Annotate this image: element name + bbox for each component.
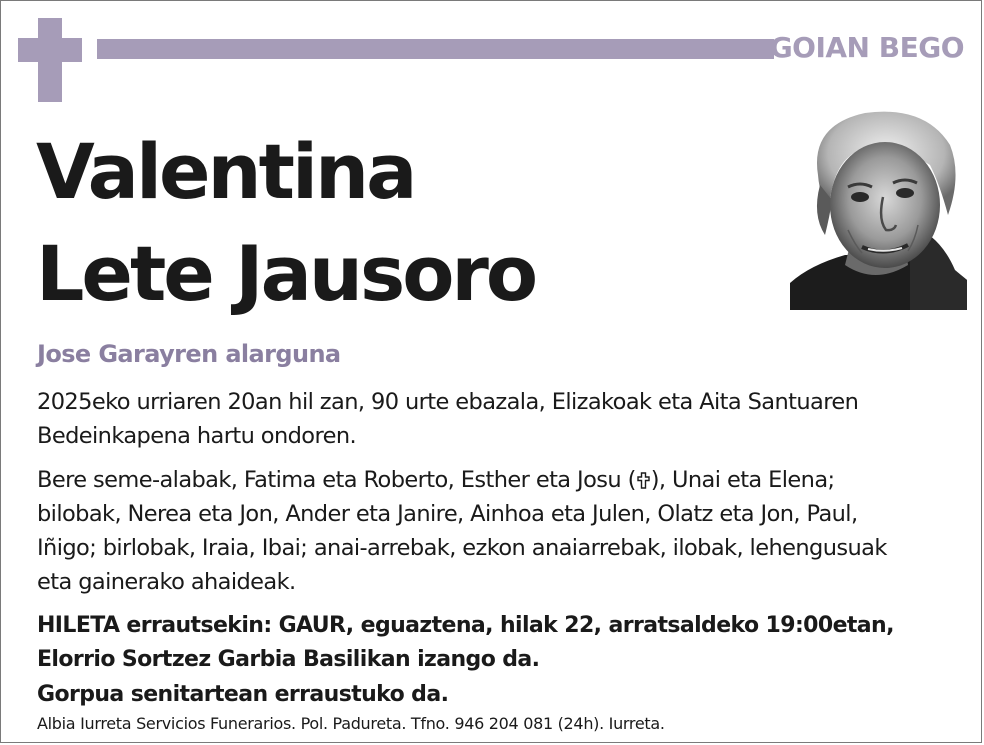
family-line: bilobak, Nerea eta Jon, Ander eta Janire, Ainhoa eta Julen, Olatz eta Jon, Paul, <box>37 501 858 527</box>
cremation-line: Gorpua senitartean erraustuko da. <box>37 682 449 707</box>
funeral-info-line: Elorrio Sortzez Garbia Basilikan izango da. <box>37 647 540 672</box>
family-line: eta gainerako ahaideak. <box>37 569 296 595</box>
family-line: Iñigo; birlobak, Iraia, Ibai; anai-arrebak, ezkon anaiarrebak, ilobak, lehengusuak <box>37 535 887 561</box>
header-label: GOIAN BEGO <box>769 31 964 64</box>
first-name: Valentina <box>36 127 415 216</box>
family-paragraph <box>37 463 967 599</box>
family-line: Bere seme-alabak, Fatima eta Roberto, Esther eta Josu ( ), Unai eta Elena; <box>37 467 835 493</box>
funeral-info-line: HILETA errautsekin: GAUR, eguaztena, hilak 22, arratsaldeko 19:00etan, <box>37 613 894 638</box>
death-notice-line: Bedeinkapena hartu ondoren. <box>37 423 357 449</box>
funeral-home-footer: Albia Iurreta Servicios Funerarios. Pol. Padureta. Tfno. 946 204 081 (24h). Iurreta. <box>37 714 665 733</box>
portrait-photo <box>790 105 967 310</box>
header-bar <box>97 39 774 59</box>
deceased-cross-icon <box>637 472 650 489</box>
relation-subtitle: Jose Garayren alarguna <box>37 340 341 368</box>
death-notice-paragraph <box>37 385 967 453</box>
death-notice-line: 2025eko urriaren 20an hil zan, 90 urte ebazala, Elizakoak eta Aita Santuaren <box>37 389 859 415</box>
last-name: Lete Jausoro <box>36 229 536 318</box>
